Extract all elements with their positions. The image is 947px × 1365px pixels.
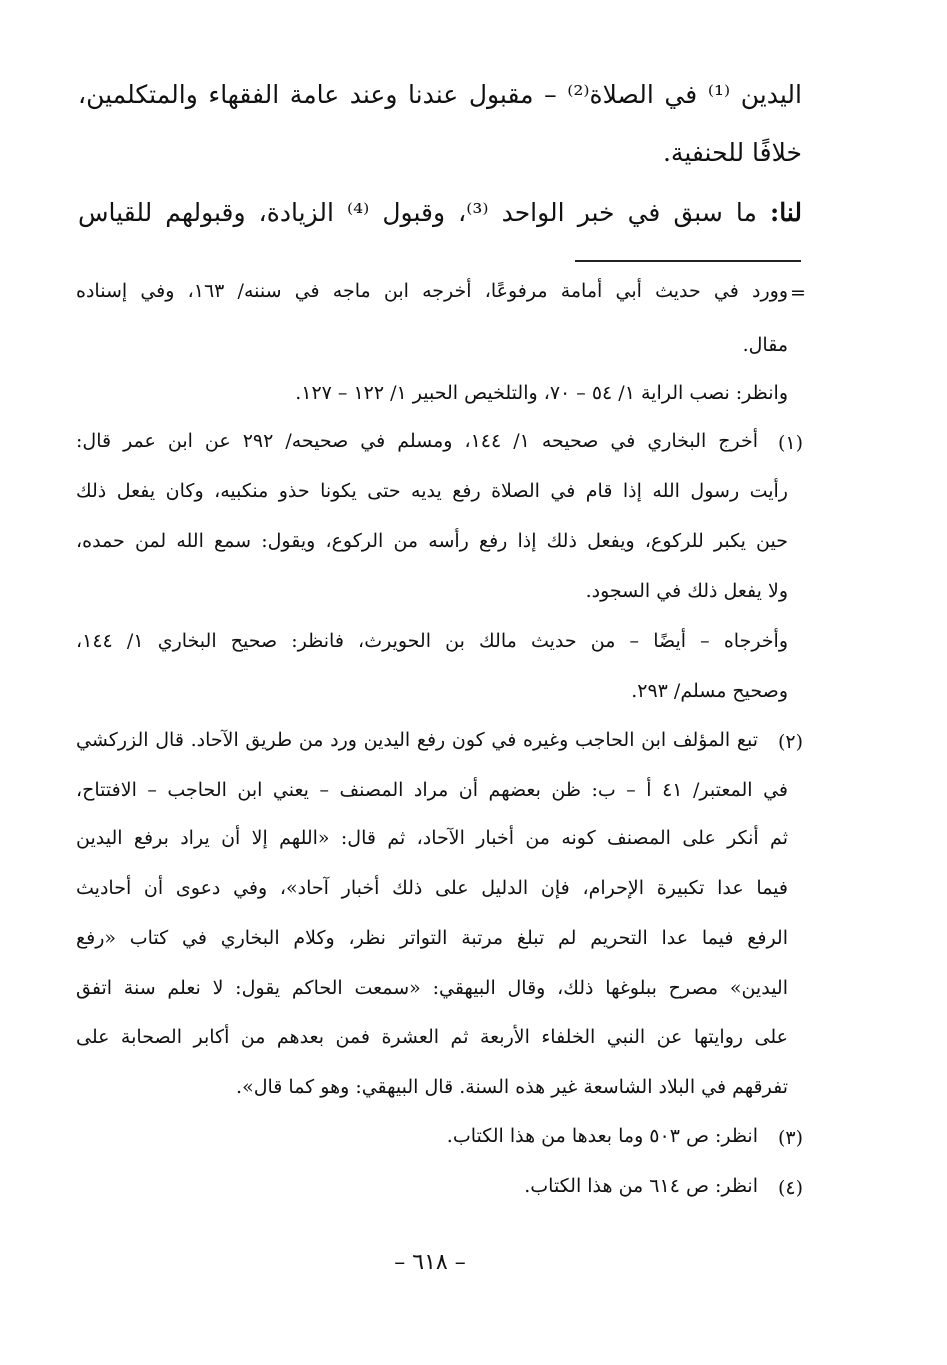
footnote-line: انظر: ص ٦١٤ من هذا الكتاب. [524,1175,758,1197]
footnote-line: رأيت رسول الله إذا قام في الصلاة رفع يديه حتى يكونا حذو منكبيه، وكان يفعل ذلك [76,480,788,502]
footnote-separator [575,260,801,262]
footnote-line: أخرج البخاري في صحيحه ١/ ١٤٤، ومسلم في صحيحه/ ٢٩٢ عن ابن عمر قال: [76,430,758,452]
page-number: – ٦١٨ – [394,1250,466,1275]
footnote-marker: (٣) [778,1127,804,1149]
footnote-line: ولا يفعل ذلك في السجود. [585,580,788,602]
footnote-line: وورد في حديث أبي أمامة مرفوعًا، أخرجه ابن ماجه في سننه/ ١٦٣، وفي إسناده [76,280,788,302]
footnote-marker: (١) [778,432,804,454]
footnote-line: تفرقهم في البلاد الشاسعة غير هذه السنة. قال البيهقي: وهو كما قال». [236,1076,788,1098]
footnote-line: على روايتها عن النبي الخلفاء الأربعة ثم العشرة فمن بعدهم من أكابر الصحابة على [76,1026,788,1048]
footnote-line: وأخرجاه – أيضًا – من حديث مالك بن الحويرث، فانظر: صحيح البخاري ١/ ١٤٤، [76,630,788,652]
continuation-marker: = [790,282,806,304]
main-text-line: خلافًا للحنفية. [662,138,802,167]
footnote-line: انظر: ص ٥٠٣ وما بعدها من هذا الكتاب. [446,1125,758,1147]
main-text-line: اليدين ⁽¹⁾ في الصلاة⁽²⁾ – مقبول عندنا وعند عامة الفقهاء والمتكلمين، [78,80,802,109]
footnote-line: فيما عدا تكبيرة الإحرام، فإن الدليل على ذلك أخبار آحاد»، وفي دعوى أن أحاديث [76,877,788,899]
footnote-line: مقال. [742,334,788,356]
footnote-line: وصحيح مسلم/ ٢٩٣. [631,680,788,702]
footnote-line: ثم أنكر على المصنف كونه من أخبار الآحاد، ثم قال: «اللهم إلا أن يراد برفع اليدين [76,827,788,849]
footnote-line: الرفع فيما عدا التحريم لم تبلغ مرتبة التواتر نظر، وكلام البخاري في كتاب «رفع [76,927,788,949]
main-text-line [78,198,802,227]
argument-lead: لنا: [769,198,802,227]
footnote-line: في المعتبر/ ٤١ أ – ب: ظن بعضهم أن مراد المصنف – يعني ابن الحاجب – الافتتاح، [76,779,789,801]
argument-text: ما سبق في خبر الواحد ⁽³⁾، وقبول ⁽⁴⁾ الزيادة، وقبولهم للقياس [78,198,757,227]
footnote-line: وانظر: نصب الراية ١/ ٥٤ – ٧٠، والتلخيص الحبير ١/ ١٢٢ – ١٢٧. [295,382,788,404]
footnote-marker: (٢) [778,731,804,753]
footnote-line: تبع المؤلف ابن الحاجب وغيره في كون رفع اليدين ورد من طريق الآحاد. قال الزركشي [76,729,758,751]
footnote-marker: (٤) [778,1177,804,1199]
footnote-line: اليدين» مصرح ببلوغها ذلك، وقال البيهقي: «سمعت الحاكم يقول: لا نعلم سنة اتفق [76,977,788,999]
footnote-line: حين يكبر للركوع، ويفعل ذلك إذا رفع رأسه من الركوع، ويقول: سمع الله لمن حمده، [76,530,788,552]
